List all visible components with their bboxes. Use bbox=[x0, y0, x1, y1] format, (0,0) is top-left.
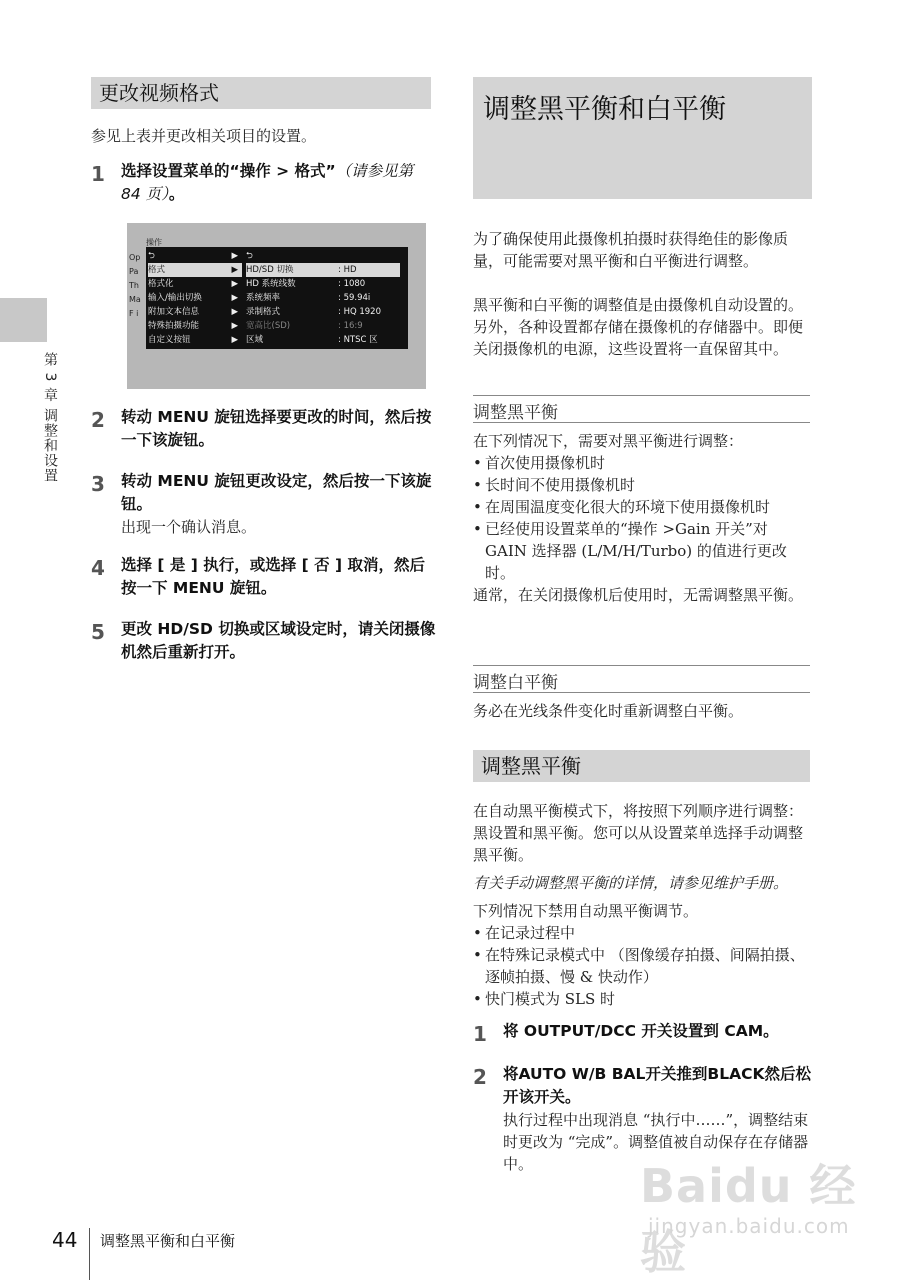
step-text: 将 OUTPUT/DCC 开关设置到 CAM。 bbox=[503, 1022, 779, 1040]
black-balance-lead: 在下列情况下，需要对黑平衡进行调整： bbox=[473, 432, 744, 450]
menu-abbr: Op bbox=[129, 253, 141, 262]
black-balance-list bbox=[473, 452, 808, 584]
intro-paragraph-1: 为了确保使用此摄像机拍摄时获得绝佳的影像质量，可能需要对黑平衡和白平衡进行调整。 bbox=[473, 230, 789, 270]
setting-value: : 1080 bbox=[338, 279, 366, 289]
menu-item bbox=[148, 305, 242, 319]
menu-setting-row bbox=[246, 305, 400, 319]
menu-header: 操作 bbox=[146, 238, 162, 247]
section-title-black-balance: 调整黑平衡 bbox=[473, 750, 810, 782]
step-number: 1 bbox=[91, 162, 105, 186]
step-number: 5 bbox=[91, 620, 105, 644]
menu-item bbox=[148, 249, 242, 263]
step-text: 转动 MENU 旋钮更改设定，然后按一下该旋钮。 bbox=[121, 472, 432, 513]
step-4 bbox=[91, 554, 436, 600]
disabled-lead: 下列情况下禁用自动黑平衡调节。 bbox=[473, 902, 699, 920]
list-item: • 首次使用摄像机时 bbox=[473, 452, 808, 474]
step-text: 转动 MENU 旋钮选择要更改的时间，然后按一下该旋钮。 bbox=[121, 408, 432, 449]
menu-item bbox=[148, 333, 242, 347]
step-5 bbox=[91, 618, 436, 664]
menu-item bbox=[148, 319, 242, 333]
menu-item-label: 自定义按钮 bbox=[148, 335, 191, 345]
setting-value: : 16:9 bbox=[338, 321, 363, 331]
menu-item-label: 特殊拍摄功能 bbox=[148, 321, 200, 331]
setting-label: HD/SD 切换 bbox=[246, 265, 294, 275]
chapter-title-box bbox=[473, 77, 812, 199]
menu-abbr: F i bbox=[129, 309, 139, 318]
baidu-watermark-url: jingyan.baidu.com bbox=[648, 1214, 850, 1238]
setting-label: 系统频率 bbox=[246, 293, 281, 303]
menu-panel bbox=[146, 247, 408, 349]
menu-item bbox=[148, 277, 242, 291]
right-step-1 bbox=[473, 1020, 813, 1046]
side-chapter-label: 第 3 章 调整和设置 bbox=[42, 352, 58, 484]
list-item: • 在特殊记录模式中 （图像缓存拍摄、间隔拍摄、逐帧拍摄、慢 & 快动作） bbox=[473, 944, 808, 988]
step-subtext: 出现一个确认消息。 bbox=[121, 518, 257, 536]
maintenance-manual-note: 有关手动调整黑平衡的详情，请参见维护手册。 bbox=[473, 874, 789, 892]
setting-label: 区域 bbox=[246, 335, 264, 345]
baidu-watermark-logo: Baidu 经验 bbox=[640, 1159, 857, 1279]
subheading-black-balance: 调整黑平衡 bbox=[473, 395, 810, 423]
subheading-white-balance: 调整白平衡 bbox=[473, 665, 810, 693]
chapter-tab bbox=[0, 298, 47, 342]
menu-setting-row bbox=[246, 291, 400, 305]
chevron-right-icon: ▶ bbox=[231, 321, 238, 331]
chevron-right-icon: ▶ bbox=[231, 335, 238, 345]
menu-setting-row bbox=[246, 319, 400, 333]
list-item: • 在记录过程中 bbox=[473, 922, 808, 944]
setting-value: : 59.94i bbox=[338, 293, 371, 303]
disabled-cases-list bbox=[473, 922, 808, 1010]
auto-black-balance-section bbox=[473, 800, 808, 1010]
menu-item bbox=[148, 291, 242, 305]
white-balance-text: 务必在光线条件变化时重新调整白平衡。 bbox=[473, 702, 744, 720]
auto-black-balance-text: 在自动黑平衡模式下，将按照下列顺序进行调整：黑设置和黑平衡。您可以从设置菜单选择手动调整黑平衡。 bbox=[473, 802, 804, 864]
menu-setting-row bbox=[246, 249, 400, 263]
list-item: • 在周围温度变化很大的环境下使用摄像机时 bbox=[473, 496, 808, 518]
setting-label: 录制格式 bbox=[246, 307, 281, 317]
list-item: • 快门模式为 SLS 时 bbox=[473, 988, 808, 1010]
step-subtext: 执行过程中出现消息 “执行中……”，调整结束时更改为 “完成”。调整值被自动保存在存储器中。 bbox=[503, 1111, 809, 1173]
black-balance-note: 通常，在关闭摄像机后使用时，无需调整黑平衡。 bbox=[473, 586, 804, 604]
setting-value: : HQ 1920 bbox=[338, 307, 381, 317]
chevron-right-icon: ▶ bbox=[231, 307, 238, 317]
page-reference: （请参见第 84 页） bbox=[121, 162, 414, 203]
menu-item bbox=[148, 263, 242, 277]
menu-item-label: 格式 bbox=[148, 265, 166, 275]
menu-abbr: Pa bbox=[129, 267, 139, 276]
menu-item-label: 格式化 bbox=[148, 279, 174, 289]
menu-item-label: 附加文本信息 bbox=[148, 307, 200, 317]
menu-abbr: Th bbox=[129, 281, 139, 290]
step-text: 选择 [ 是 ] 执行，或选择 [ 否 ] 取消，然后按一下 MENU 旋钮。 bbox=[121, 556, 426, 597]
chapter-title: 调整黑平衡和白平衡 bbox=[483, 94, 726, 125]
step-2 bbox=[91, 406, 436, 452]
chevron-right-icon: ▶ bbox=[231, 265, 238, 275]
section-title-change-format: 更改视频格式 bbox=[91, 77, 431, 109]
menu-setting-row bbox=[246, 277, 400, 291]
step-text: 将AUTO W/B BAL开关推到BLACK然后松开该开关。 bbox=[503, 1065, 811, 1106]
list-item: • 已经使用设置菜单的“操作 >Gain 开关”对 GAIN 选择器 (L/M/H/Turbo) 的值进行更改时。 bbox=[473, 518, 808, 584]
step-text: 选择设置菜单的“操作 > 格式” bbox=[121, 162, 336, 180]
setting-label: HD 系统线数 bbox=[246, 279, 296, 289]
menu-setting-row bbox=[246, 333, 400, 347]
step-number: 2 bbox=[473, 1065, 487, 1089]
black-balance-section bbox=[473, 430, 808, 606]
chevron-right-icon: ▶ bbox=[231, 251, 238, 261]
step-number: 1 bbox=[473, 1022, 487, 1046]
chevron-right-icon: ▶ bbox=[231, 279, 238, 289]
intro-paragraph-2: 黑平衡和白平衡的调整值是由摄像机自动设置的。另外，各种设置都存储在摄像机的存储器中。即便关闭摄像机的电源，这些设置将一直保留其中。 bbox=[473, 296, 804, 358]
intro-text: 参见上表并更改相关项目的设置。 bbox=[91, 127, 317, 145]
step-1 bbox=[91, 160, 436, 206]
footer-divider bbox=[89, 1228, 90, 1280]
footer-title: 调整黑平衡和白平衡 bbox=[100, 1232, 236, 1250]
setting-label: 宽高比(SD) bbox=[246, 321, 291, 331]
step-3 bbox=[91, 470, 436, 538]
step-end: 。 bbox=[168, 185, 185, 203]
setting-value: : NTSC 区 bbox=[338, 335, 378, 345]
menu-abbr: Ma bbox=[129, 295, 141, 304]
menu-setting-row bbox=[246, 263, 400, 277]
step-text: 更改 HD/SD 切换或区域设定时，请关闭摄像机然后重新打开。 bbox=[121, 620, 436, 661]
list-item: • 长时间不使用摄像机时 bbox=[473, 474, 808, 496]
menu-item-label: ⮌ bbox=[148, 251, 155, 261]
menu-tab-abbreviations bbox=[129, 251, 141, 321]
page-number: 44 bbox=[52, 1228, 78, 1252]
menu-item-label: 输入/输出切换 bbox=[148, 293, 202, 303]
setting-value: : HD bbox=[338, 265, 357, 275]
chevron-right-icon: ▶ bbox=[231, 293, 238, 303]
step-number: 3 bbox=[91, 472, 105, 496]
step-number: 2 bbox=[91, 408, 105, 432]
setting-label: ⮌ bbox=[246, 251, 253, 261]
step-number: 4 bbox=[91, 556, 105, 580]
